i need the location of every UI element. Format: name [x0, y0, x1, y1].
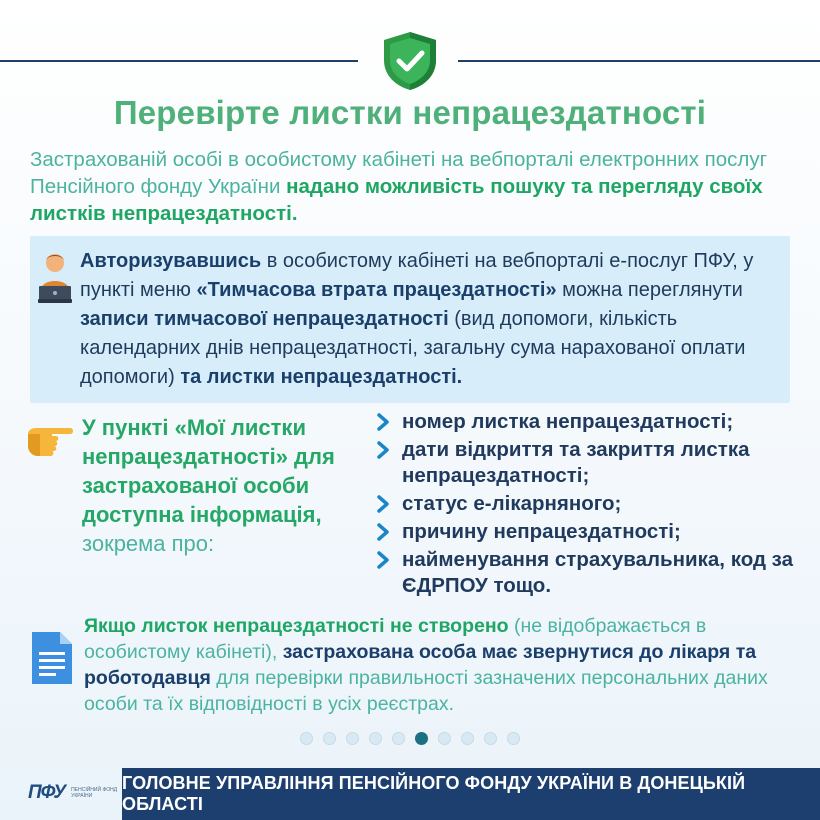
- page-title: Перевірте листки непрацездатності: [113, 94, 707, 131]
- footer-banner: [122, 768, 820, 820]
- pfu-logo: [28, 780, 117, 806]
- info-bold-authorized: Авторизувавшись: [80, 250, 262, 272]
- info-bold-menu: «Тимчасова втрата працездатності»: [196, 279, 557, 301]
- logo-mark: ПФУ: [28, 782, 66, 803]
- pagination-dot-active[interactable]: [415, 732, 428, 745]
- pagination-dot[interactable]: [369, 732, 382, 745]
- intro-text: [30, 146, 800, 227]
- document-icon: [30, 630, 74, 686]
- chevron-right-icon: [376, 441, 390, 459]
- chevron-right-icon: [376, 413, 390, 431]
- pagination-dot[interactable]: [346, 732, 359, 745]
- info-bold-sheets: та листки непрацездатності.: [180, 366, 463, 388]
- my-sheets-lead: [82, 413, 372, 558]
- note-bold-1: Якщо листок непрацездатності не створено: [84, 615, 509, 637]
- user-laptop-icon: [38, 250, 72, 304]
- intro-bold: надано можливість пошуку та перегляду своїх листків непрацездатності.: [30, 175, 763, 225]
- pagination-dot[interactable]: [484, 732, 497, 745]
- pagination-dot[interactable]: [300, 732, 313, 745]
- list-item: [372, 409, 802, 435]
- info-bold-records: записи тимчасової непрацездатності: [80, 308, 449, 330]
- list-item: [372, 437, 802, 489]
- list-item: [372, 491, 802, 517]
- list-item: [372, 547, 802, 599]
- pagination-dot[interactable]: [461, 732, 474, 745]
- chevron-right-icon: [376, 495, 390, 513]
- chevron-right-icon: [376, 551, 390, 569]
- list-item-text: статус е-лікарняного;: [402, 492, 622, 515]
- list-item-text: причину непрацездатності;: [402, 520, 681, 543]
- my-sheets-lead-bold: У пункті «Мої листки непрацездатності» для застрахованої особи доступна інформація,: [82, 415, 335, 527]
- header-divider-right: [458, 60, 820, 62]
- info-box-text: [80, 247, 788, 392]
- info-text-4: можна переглянути: [556, 279, 743, 301]
- carousel-pagination: [300, 732, 520, 746]
- shield-check-icon: [380, 30, 440, 92]
- pointing-hand-icon: [26, 420, 76, 460]
- chevron-right-icon: [376, 523, 390, 541]
- pagination-dot[interactable]: [438, 732, 451, 745]
- pagination-dot[interactable]: [323, 732, 336, 745]
- note-text-4: для перевірки правильності зазначених персональних даних особи та їх відповідності в усіх реєстрах.: [84, 667, 768, 715]
- pagination-dot[interactable]: [507, 732, 520, 745]
- list-item-text: найменування страхувальника, код за ЄДРПОУ тощо.: [402, 548, 793, 597]
- pagination-dot[interactable]: [392, 732, 405, 745]
- logo-subtitle: ПЕНСІЙНИЙ ФОНД УКРАЇНИ: [71, 787, 118, 799]
- my-sheets-lead-tail: зокрема про:: [82, 531, 215, 556]
- note-text-2: (не відображається в особистому кабінеті),: [84, 615, 707, 663]
- note-dark-3: застрахована особа має звернутися до лікаря та роботодавця: [84, 641, 757, 689]
- header-divider-left: [0, 60, 358, 62]
- note-text: [84, 613, 800, 717]
- list-item-text: дати відкриття та закриття листка непрацездатності;: [402, 438, 750, 487]
- footer-org-name: ГОЛОВНЕ УПРАВЛІННЯ ПЕНСІЙНОГО ФОНДУ УКРАЇНИ В ДОНЕЦЬКІЙ ОБЛАСТІ: [122, 773, 746, 814]
- list-item-text: номер листка непрацездатності;: [402, 410, 734, 433]
- info-text-2: в особистому кабінеті на вебпорталі е-послуг ПФУ, у пункті меню: [80, 250, 754, 301]
- list-item: [372, 519, 802, 545]
- info-text-6: (вид допомоги, кількість календарних днів непрацездатності, загальну сума нарахованої оплати допомоги): [80, 308, 746, 388]
- intro-plain: Застрахованій особі в особистому кабінеті на вебпорталі електронних послуг Пенсійного фонду України: [30, 148, 768, 198]
- info-bullet-list: [372, 409, 802, 601]
